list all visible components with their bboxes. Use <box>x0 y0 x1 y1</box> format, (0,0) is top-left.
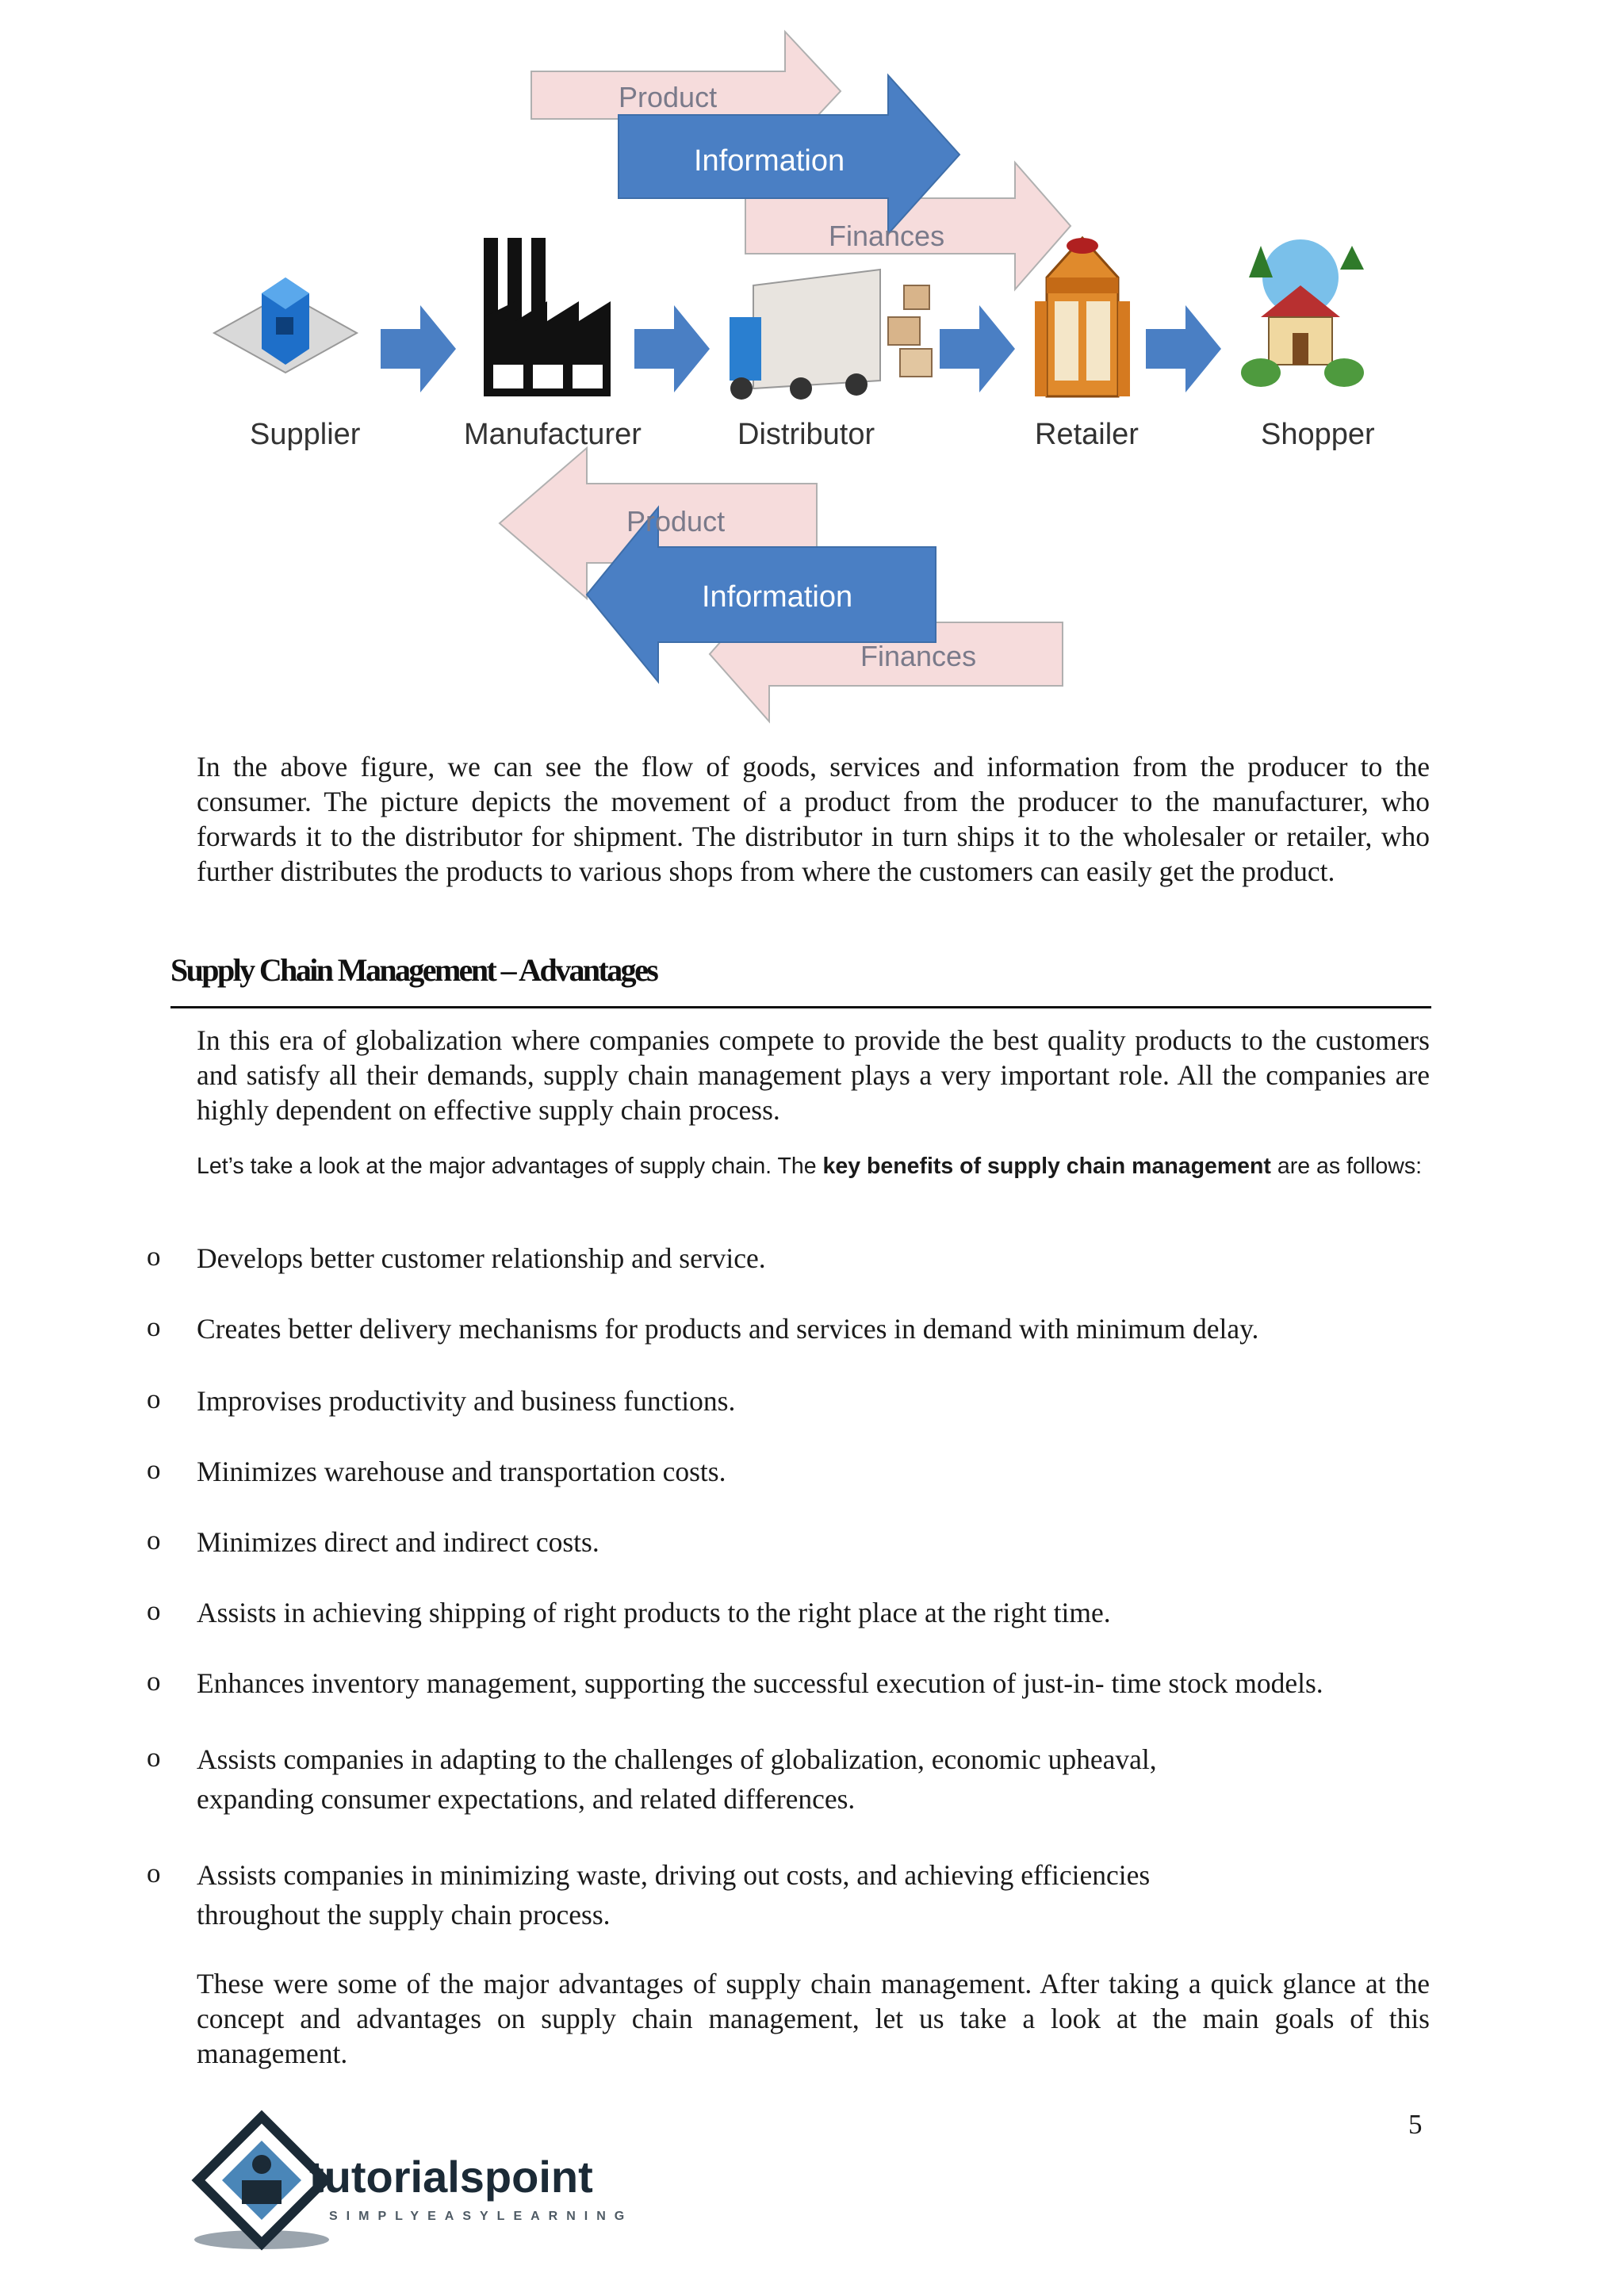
node-label-distributor: Distributor <box>737 418 875 451</box>
list-item: Minimizes direct and indirect costs. <box>197 1526 599 1558</box>
shopper-icon <box>1241 239 1364 387</box>
bullet-marker: o <box>147 1742 161 1773</box>
bullet-marker: o <box>147 1241 161 1272</box>
lead-in-bold: key benefits of supply chain management <box>822 1154 1271 1179</box>
upper-finances-label: Finances <box>829 220 945 252</box>
list-item: Improvises productivity and business functions. <box>197 1385 736 1417</box>
closing-paragraph: These were some of the major advantages of supply chain management. After taking a quick glance at the concept and advantages on supply chain management, let us take a look at the main goals of this management. <box>197 1968 1430 2069</box>
node-label-manufacturer: Manufacturer <box>464 418 642 451</box>
node-label-shopper: Shopper <box>1261 418 1375 451</box>
upper-product-label: Product <box>619 81 718 113</box>
lower-information-label: Information <box>702 580 853 614</box>
manufacturer-icon <box>484 238 611 396</box>
upper-information-label: Information <box>694 144 845 178</box>
list-item: Creates better delivery mechanisms for products and services in demand with minimum delay. <box>197 1313 1259 1345</box>
supplier-icon <box>214 277 357 373</box>
list-item: Assists companies in adapting to the challenges of globalization, economic upheaval, expanding consumer expectations, and related differences. <box>197 1743 1157 1815</box>
arrow-retailer-to-shopper <box>1146 305 1221 392</box>
lead-in-paragraph <box>197 1150 1430 1183</box>
intro-paragraph: In the above figure, we can see the flow of goods, services and information from the producer to the consumer. The picture depicts the movement of a product from the producer to the manufacturer, who forwards it to the distributor for shipment. The distributor in turn ships it to the wholesaler or retailer, who further distributes the products to various shops from where the customers can easily get the product. <box>197 751 1430 887</box>
arrow-supplier-to-manufacturer <box>381 305 456 392</box>
logo-book-icon <box>242 2180 282 2204</box>
distributor-icon <box>730 270 932 400</box>
list-item: Develops better customer relationship and service. <box>197 1242 766 1274</box>
section-paragraph: In this era of globalization where companies compete to provide the best quality products to the customers and satisfy all their demands, supply chain management plays a very important role. All the companies are highly dependent on effective supply chain process. <box>197 1024 1430 1126</box>
node-label-retailer: Retailer <box>1035 418 1139 451</box>
supply-chain-figure <box>182 16 1451 729</box>
lower-product-label: Product <box>626 505 726 538</box>
lower-flow-arrows <box>500 448 1063 721</box>
bullet-marker: o <box>147 1311 161 1342</box>
list-item: Assists in achieving shipping of right products to the right place at the right time. <box>197 1597 1111 1628</box>
heading-rule <box>170 1006 1431 1008</box>
logo-wordmark: tutorialspoint <box>309 2152 593 2202</box>
list-item: Assists companies in minimizing waste, driving out costs, and achieving efficiencies throughout the supply chain process. <box>197 1859 1151 1931</box>
bullet-marker: o <box>147 1525 161 1556</box>
upper-flow-arrows <box>531 32 1071 289</box>
bullet-marker: o <box>147 1595 161 1626</box>
bullet-marker: o <box>147 1383 161 1414</box>
bullet-marker: o <box>147 1858 161 1888</box>
retailer-icon <box>1035 238 1130 396</box>
node-label-supplier: Supplier <box>250 418 361 451</box>
lead-in-text: Let’s take a look at the major advantages of supply chain. The <box>197 1154 823 1179</box>
tutorialspoint-logo <box>190 2109 650 2252</box>
bullet-marker: o <box>147 1666 161 1697</box>
logo-person-icon <box>252 2155 271 2174</box>
lower-finances-label: Finances <box>860 640 977 672</box>
lead-in-tail: are as follows: <box>1270 1154 1423 1179</box>
arrow-manufacturer-to-distributor <box>634 305 710 392</box>
list-item: Enhances inventory management, supporting the successful execution of just-in- time stock models. <box>197 1667 1323 1699</box>
list-item: Minimizes warehouse and transportation costs. <box>197 1456 726 1487</box>
arrow-distributor-to-retailer <box>940 305 1015 392</box>
logo-tagline: SIMPLYEASYLEARNING <box>329 2210 634 2223</box>
bullet-marker: o <box>147 1454 161 1485</box>
page-number: 5 <box>1408 2109 1423 2140</box>
section-heading: Supply Chain Management – Advantages <box>170 952 657 988</box>
